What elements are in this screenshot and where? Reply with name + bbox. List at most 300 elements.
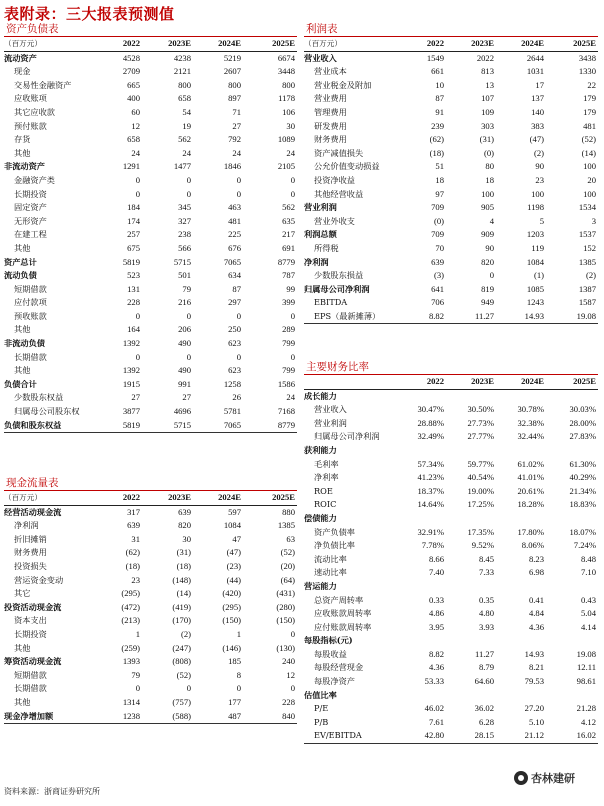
table-row xyxy=(4,120,297,134)
cell-value: (23) xyxy=(226,560,241,571)
cell-value xyxy=(546,512,598,526)
cell-value: (52) xyxy=(581,134,596,145)
cell-value: 107 xyxy=(481,93,494,104)
cell-value: 2709 xyxy=(122,66,140,77)
table-row xyxy=(304,539,598,553)
cell-value: 0 xyxy=(236,351,241,362)
table-row xyxy=(4,364,297,378)
table-row xyxy=(4,92,297,106)
cell-value: 490 xyxy=(178,365,191,376)
cell-value: 217 xyxy=(282,229,295,240)
table-row xyxy=(304,498,598,512)
cell-value: 819 xyxy=(481,283,494,294)
cell-value: 6.28 xyxy=(478,716,494,727)
cell-value: 8.21 xyxy=(528,662,544,673)
cell-value: 24 xyxy=(232,147,241,158)
cell-value: 11.27 xyxy=(474,648,494,659)
table-row xyxy=(4,378,297,392)
cell-value xyxy=(546,389,598,403)
row-label: 每股经营现金 xyxy=(314,662,364,673)
cell-value: 5819 xyxy=(122,256,140,267)
cell-value: 481 xyxy=(228,215,241,226)
row-label: 投资损失 xyxy=(14,560,47,571)
row-label: 每股净资产 xyxy=(314,676,355,687)
cell-value: 400 xyxy=(127,93,140,104)
cell-value: 327 xyxy=(178,215,191,226)
table-row xyxy=(4,560,297,574)
row-label: 资产减值损失 xyxy=(314,147,364,158)
cell-value: 36.02 xyxy=(474,703,494,714)
cell-value: 41.23% xyxy=(417,472,444,483)
cell-value: 18.07% xyxy=(569,526,596,537)
cell-value: (3) xyxy=(433,270,444,281)
row-label: 净利润 xyxy=(14,520,39,531)
cell-value: 383 xyxy=(531,120,544,131)
row-label: 归属母公司股东权 xyxy=(14,406,80,417)
cell-value: 30 xyxy=(286,120,295,131)
cell-value: (47) xyxy=(226,547,241,558)
cell-value: 289 xyxy=(282,324,295,335)
table-row xyxy=(304,471,598,485)
cell-value: 97 xyxy=(435,188,444,199)
cell-value: 238 xyxy=(178,229,191,240)
cell-value: (280) xyxy=(276,601,295,612)
row-label: 非流动资产 xyxy=(4,161,45,172)
row-label: EV/EBITDA xyxy=(304,729,400,743)
cell-value: 32.91% xyxy=(417,526,444,537)
cell-value: 61.02% xyxy=(517,458,544,469)
table-row xyxy=(304,147,598,161)
cell-value: 0 xyxy=(135,174,140,185)
cell-value: (419) xyxy=(172,601,191,612)
cell-value: 152 xyxy=(583,242,596,253)
cell-value: 12 xyxy=(286,669,295,680)
cell-value: 800 xyxy=(282,79,295,90)
cell-value: 19.00% xyxy=(467,485,494,496)
cell-value: (14) xyxy=(581,147,596,158)
table-row xyxy=(4,628,297,642)
row-label: 投资活动现金流 xyxy=(4,601,62,612)
header-unit: （百万元） xyxy=(304,39,342,48)
cell-value: (62) xyxy=(429,134,444,145)
cell-value: 8.23 xyxy=(528,553,544,564)
cell-value: 8.79 xyxy=(478,662,494,673)
table-row xyxy=(4,710,297,724)
cell-value: 18 xyxy=(435,174,444,185)
cell-value: 639 xyxy=(127,520,140,531)
cell-value: 1314 xyxy=(122,696,140,707)
table-row xyxy=(304,621,598,635)
row-label: 预收账款 xyxy=(14,310,47,321)
cell-value: 22 xyxy=(587,79,596,90)
row-label: 其它应收款 xyxy=(14,106,55,117)
table-row xyxy=(304,160,598,174)
cell-value: (52) xyxy=(280,547,295,558)
cell-value: 12.11 xyxy=(576,662,596,673)
cell-value: 463 xyxy=(228,202,241,213)
cell-value: 1238 xyxy=(92,710,142,724)
cell-value: 4238 xyxy=(142,51,193,65)
cell-value: 53.33 xyxy=(424,676,444,687)
table-row xyxy=(4,296,297,310)
cell-value: (150) xyxy=(222,615,241,626)
cell-value: 1387 xyxy=(578,283,596,294)
cell-value: 4.14 xyxy=(580,621,596,632)
cell-value: 399 xyxy=(282,297,295,308)
row-label: 资产负债率 xyxy=(314,526,355,537)
cell-value: 1477 xyxy=(173,161,191,172)
row-label: 营业利润 xyxy=(304,202,337,213)
table-row xyxy=(4,106,297,120)
table-row xyxy=(4,546,297,560)
cell-value: 119 xyxy=(531,242,544,253)
cell-value: (588) xyxy=(142,710,193,724)
cell-value: (431) xyxy=(276,588,295,599)
cell-value: 20 xyxy=(587,174,596,185)
row-label: 流动比率 xyxy=(314,553,347,564)
cell-value: (1) xyxy=(533,270,544,281)
cell-value: (18) xyxy=(176,560,191,571)
cell-value: 635 xyxy=(282,215,295,226)
cell-value: (0) xyxy=(433,215,444,226)
table-row xyxy=(304,174,598,188)
header-year: 2022 xyxy=(122,492,140,502)
row-label: 估值比率 xyxy=(304,689,337,700)
cell-value: 905 xyxy=(481,202,494,213)
table-row xyxy=(4,574,297,588)
cell-value: 8779 xyxy=(243,419,297,433)
cell-value: 1330 xyxy=(578,66,596,77)
cell-value: 18.28% xyxy=(517,499,544,510)
cell-value: (472) xyxy=(121,601,140,612)
cell-value: (2) xyxy=(180,628,191,639)
cell-value: 658 xyxy=(178,93,191,104)
cell-value: (150) xyxy=(276,615,295,626)
cell-value: 623 xyxy=(228,365,241,376)
cell-value: 7.24% xyxy=(573,540,596,551)
row-label: 净利润 xyxy=(304,256,329,267)
cell-value: 0 xyxy=(186,174,191,185)
cell-value: 1392 xyxy=(122,365,140,376)
cash-flow-panel xyxy=(4,476,297,724)
cell-value: 27.83% xyxy=(569,431,596,442)
cell-value: (0) xyxy=(483,147,494,158)
cell-value: 80 xyxy=(485,161,494,172)
row-label: 营业税金及附加 xyxy=(314,79,372,90)
cell-value: (170) xyxy=(172,615,191,626)
table-header-row xyxy=(4,491,297,505)
cell-value: 6674 xyxy=(243,51,297,65)
financial-ratios-table xyxy=(304,375,598,744)
row-label: 流动资产 xyxy=(4,51,92,65)
cell-value: 206 xyxy=(178,324,191,335)
row-label: 资产总计 xyxy=(4,256,37,267)
financial-ratios-title: 主要财务比率 xyxy=(304,360,598,375)
row-label: 营业费用 xyxy=(314,93,347,104)
cell-value xyxy=(400,444,446,458)
table-row xyxy=(4,391,297,405)
row-label: 营业收入 xyxy=(304,51,400,65)
table-row xyxy=(4,405,297,419)
cell-value: 100 xyxy=(583,161,596,172)
cell-value: 46.02 xyxy=(424,703,444,714)
table-row xyxy=(4,283,297,297)
table-row xyxy=(4,174,297,188)
table-row xyxy=(4,642,297,656)
cell-value: 21.28 xyxy=(576,703,596,714)
table-row xyxy=(304,256,598,270)
cell-value: 23 xyxy=(131,574,140,585)
cell-value: (31) xyxy=(479,134,494,145)
cell-value: (18) xyxy=(429,147,444,158)
cell-value: 21.34% xyxy=(569,485,596,496)
cell-value: 1587 xyxy=(578,297,596,308)
cell-value: 4.84 xyxy=(528,608,544,619)
cell-value: 1392 xyxy=(122,338,140,349)
cell-value: (52) xyxy=(176,669,191,680)
table-row xyxy=(4,682,297,696)
cell-value xyxy=(400,580,446,594)
cell-value: 0 xyxy=(236,174,241,185)
cell-value: 813 xyxy=(481,66,494,77)
cell-value: 1031 xyxy=(526,66,544,77)
row-label: 营业成本 xyxy=(314,66,347,77)
cell-value: 317 xyxy=(92,505,142,519)
cell-value: 225 xyxy=(228,229,241,240)
table-row xyxy=(4,215,297,229)
balance-sheet-table xyxy=(4,37,297,433)
cell-value: 1586 xyxy=(277,378,295,389)
cell-value: 0 xyxy=(186,310,191,321)
row-label: 应付账款周转率 xyxy=(314,621,372,632)
cell-value: 0.41 xyxy=(528,594,544,605)
cell-value: 240 xyxy=(282,656,295,667)
watermark xyxy=(514,770,575,786)
cell-value: 8.48 xyxy=(580,553,596,564)
header-year: 2025E xyxy=(573,38,596,48)
row-label: 折旧摊销 xyxy=(14,533,47,544)
cell-value: 676 xyxy=(228,242,241,253)
cell-value xyxy=(446,580,496,594)
cell-value: 6.98 xyxy=(528,567,544,578)
cell-value: 27.20 xyxy=(524,703,544,714)
table-row xyxy=(304,92,598,106)
cell-value: 164 xyxy=(127,324,140,335)
cell-value: 949 xyxy=(481,297,494,308)
cell-value: 8.66 xyxy=(428,553,444,564)
cell-value: 17 xyxy=(535,79,544,90)
cell-value xyxy=(546,689,598,703)
table-row xyxy=(304,269,598,283)
cell-value: 5.10 xyxy=(528,716,544,727)
row-label: 利润总额 xyxy=(304,229,337,240)
row-label: 财务费用 xyxy=(14,547,47,558)
cell-value: 7.33 xyxy=(478,567,494,578)
row-label: 资本支出 xyxy=(14,615,47,626)
row-label: ROE xyxy=(314,485,333,496)
cell-value: 8.82 xyxy=(400,310,446,324)
cell-value: 1084 xyxy=(526,256,544,267)
row-label: 现金 xyxy=(14,66,31,77)
cell-value: 0 xyxy=(186,683,191,694)
row-label: 研发费用 xyxy=(314,120,347,131)
cell-value: 14.64% xyxy=(417,499,444,510)
cell-value: 42.80 xyxy=(400,729,446,743)
table-row xyxy=(4,256,297,270)
cell-value: 10 xyxy=(435,79,444,90)
cell-value: 5 xyxy=(539,215,544,226)
row-label: 营运资金变动 xyxy=(14,574,64,585)
cell-value xyxy=(496,389,546,403)
row-label: 少数股东损益 xyxy=(314,270,364,281)
income-statement-title: 利润表 xyxy=(304,22,598,37)
header-year: 2023E xyxy=(168,38,191,48)
cell-value: 639 xyxy=(431,256,444,267)
table-row xyxy=(304,607,598,621)
table-row xyxy=(4,79,297,93)
row-label: 管理费用 xyxy=(314,106,347,117)
cell-value: 61.30% xyxy=(569,458,596,469)
balance-sheet-panel xyxy=(4,22,297,433)
cell-value: 1385 xyxy=(578,256,596,267)
cell-value: 30 xyxy=(182,533,191,544)
cell-value: 131 xyxy=(127,283,140,294)
cell-value: (14) xyxy=(176,588,191,599)
row-label: 金融资产类 xyxy=(14,174,55,185)
cell-value: 60 xyxy=(131,106,140,117)
cell-value: 1085 xyxy=(526,283,544,294)
cell-value: (757) xyxy=(172,696,191,707)
cell-value: 70 xyxy=(435,242,444,253)
cell-value: 5715 xyxy=(173,256,191,267)
cell-value: 26 xyxy=(232,392,241,403)
cell-value: (213) xyxy=(121,615,140,626)
cell-value: 5819 xyxy=(92,419,142,433)
cell-value: 909 xyxy=(481,229,494,240)
cell-value: 2022 xyxy=(446,51,496,65)
balance-sheet-title: 资产负债表 xyxy=(4,22,297,37)
cell-value: 1203 xyxy=(526,229,544,240)
cell-value: 28.88% xyxy=(417,417,444,428)
row-label: 偿债能力 xyxy=(304,512,337,523)
row-label: 应收账款周转率 xyxy=(314,608,372,619)
header-year: 2025E xyxy=(573,376,596,386)
cell-value xyxy=(496,444,546,458)
cell-value: 40.29% xyxy=(569,472,596,483)
cell-value: 641 xyxy=(431,283,444,294)
table-row xyxy=(4,337,297,351)
table-row xyxy=(4,51,297,65)
cell-value: 0.33 xyxy=(428,594,444,605)
cell-value: 7.61 xyxy=(428,716,444,727)
cell-value: 19.08 xyxy=(546,310,598,324)
table-row xyxy=(304,485,598,499)
cell-value: 1549 xyxy=(400,51,446,65)
row-label: 其他 xyxy=(14,324,31,335)
table-row xyxy=(304,430,598,444)
cell-value: 90 xyxy=(485,242,494,253)
header-year: 2024E xyxy=(218,492,241,502)
cell-value: 2607 xyxy=(223,66,241,77)
cell-value: 257 xyxy=(127,229,140,240)
cell-value: 4.12 xyxy=(580,716,596,727)
table-row xyxy=(4,310,297,324)
table-row xyxy=(304,512,598,526)
cell-value: 706 xyxy=(431,297,444,308)
cell-value: (295) xyxy=(121,588,140,599)
table-row xyxy=(304,79,598,93)
row-label: 短期借款 xyxy=(14,669,47,680)
cell-value: 57.34% xyxy=(417,458,444,469)
cell-value: 14.93 xyxy=(524,648,544,659)
cell-value: 658 xyxy=(127,134,140,145)
table-row xyxy=(304,553,598,567)
cell-value: 24 xyxy=(286,147,295,158)
row-label: 负债合计 xyxy=(4,378,37,389)
table-row xyxy=(304,661,598,675)
cell-value: 30.50% xyxy=(467,404,494,415)
cell-value: 2644 xyxy=(496,51,546,65)
cell-value: 8.82 xyxy=(428,648,444,659)
cell-value: 30.78% xyxy=(517,404,544,415)
cell-value: 79 xyxy=(131,669,140,680)
cell-value: 709 xyxy=(431,202,444,213)
row-label: 净利率 xyxy=(314,472,339,483)
row-label: 在建工程 xyxy=(14,229,47,240)
cell-value: (420) xyxy=(222,588,241,599)
row-label: 财务费用 xyxy=(314,134,347,145)
row-label: 无形资产 xyxy=(14,215,47,226)
table-row xyxy=(4,201,297,215)
cell-value: (18) xyxy=(125,560,140,571)
cell-value: (47) xyxy=(529,134,544,145)
table-row xyxy=(4,351,297,365)
cell-value: 13 xyxy=(485,79,494,90)
cell-value: 1178 xyxy=(278,93,295,104)
cell-value: 228 xyxy=(282,696,295,707)
cell-value: 20.61% xyxy=(517,485,544,496)
row-label: 固定资产 xyxy=(14,202,47,213)
header-unit: （百万元） xyxy=(4,493,42,502)
cell-value: 2105 xyxy=(277,161,295,172)
row-label: 预付账款 xyxy=(14,120,47,131)
cell-value: 99 xyxy=(286,283,295,294)
cell-value: 19.08 xyxy=(576,648,596,659)
cell-value: 7065 xyxy=(193,419,243,433)
cell-value: 840 xyxy=(243,710,297,724)
cell-value: 47 xyxy=(232,533,241,544)
cell-value: 11.27 xyxy=(446,310,496,324)
row-label: P/E xyxy=(314,703,329,714)
cell-value: 562 xyxy=(178,134,191,145)
cell-value xyxy=(400,634,446,648)
cell-value: 1 xyxy=(135,628,140,639)
row-label: 每股指标(元) xyxy=(304,635,353,646)
cell-value: 0 xyxy=(290,683,295,694)
cell-value: 179 xyxy=(583,106,596,117)
cell-value: 0 xyxy=(290,174,295,185)
cell-value: 566 xyxy=(178,242,191,253)
cell-value xyxy=(446,444,496,458)
cell-value: 4.36 xyxy=(428,662,444,673)
cell-value: 239 xyxy=(431,120,444,131)
cell-value: 4 xyxy=(489,215,494,226)
cell-value: 12 xyxy=(131,120,140,131)
row-label: P/B xyxy=(314,716,329,727)
cell-value xyxy=(446,689,496,703)
cash-flow-title: 现金流量表 xyxy=(4,476,297,491)
table-row xyxy=(304,389,598,403)
